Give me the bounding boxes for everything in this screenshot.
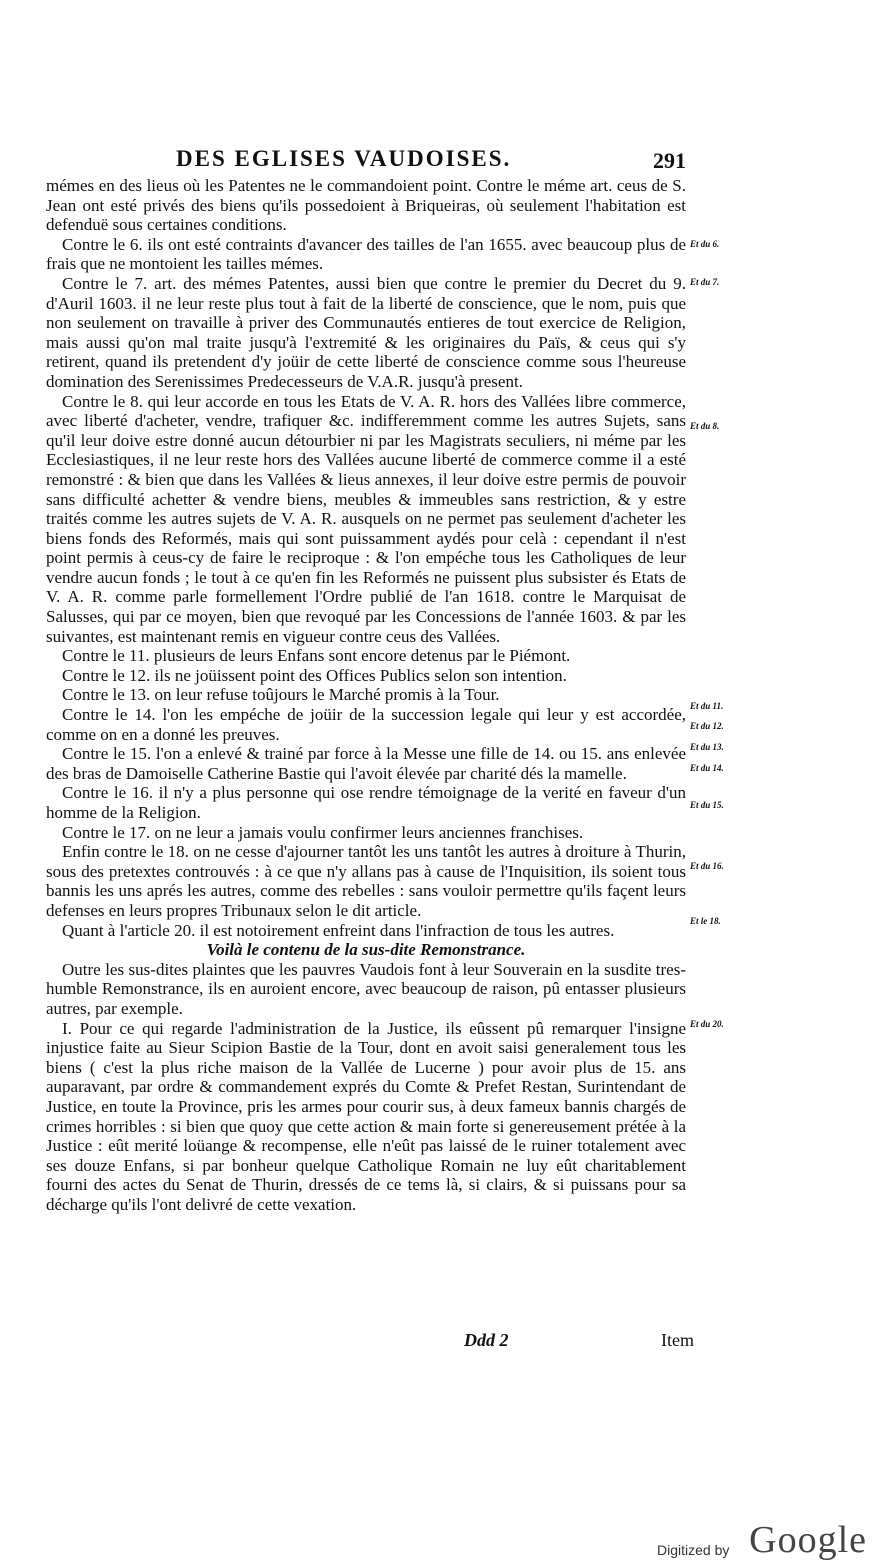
- margin-note: Et du 15.: [690, 800, 724, 810]
- running-title: DES EGLISES VAUDOISES.: [176, 146, 512, 171]
- paragraph-article-7: Contre le 7. art. des mémes Patentes, aussi bien que contre le premier du Decret du 9. d'Auril 1603. il ne leur reste plus tout à fait de la liberté de conscience, que le nom, puis que non seulement on travaille à priver des Communautés entieres de tout exercice de Religion, mais aussi qu'on mal traite jusqu'à l'extremité & les originaires du Païs, & ceus qui s'y retirent, quand ils pretendent d'y joüir de cette liberté de conscience comme sous l'heureuse domination des Serenissimes Predecesseurs de V.A.R. jusqu'à present.: [46, 273, 686, 391]
- margin-note: Et du 13.: [690, 742, 724, 752]
- paragraph-article-8: Contre le 8. qui leur accorde en tous les Etats de V. A. R. hors des Vallées libre commerce, avec liberté d'acheter, vendre, trafiquer &c. indifferemment comme les autres Sujets, sans qu'il leur doive estre donné aucun détourbier ni par les Magistrats seculiers, ni méme par les Ecclesiastiques, il ne leur reste hors des Vallées aucune liberté de commerce comme il a esté remonstré : & bien que dans les Vallées & lieus annexes, il leur doive estre permis de pouvoir sans difficulté achetter & vendre biens, meubles & immeubles sans restriction, & y estre traités comme les autres sujets de V. A. R. ausquels on ne permet pas seulement d'acheter les biens fonds des Reformés, mais qui sont puissamment aydés pour celà : cependant il n'est point permis à ceus-cy de faire le reciproque : & l'on empéche tous les Catholiques de leur vendre aucun fonds ; le tout à ce qu'en fin les Reformés ne puissent plus subsister és Etats de V. A. R. comme parle formellement l'Ordre publié de l'an 1618. contre le Marquisat de Salusses, qui par ce moyen, bien que revoqué par les Concessions de l'année 1603. & par les suivantes, est maintenant remis en vigueur contre ceus des Vallées.: [46, 391, 686, 646]
- margin-note: Et du 6.: [690, 239, 720, 249]
- page-header: [46, 146, 686, 176]
- page-number: 291: [653, 148, 686, 173]
- google-logo: Google: [749, 1519, 867, 1561]
- body-text: [46, 176, 686, 1214]
- paragraph-article-15: Contre le 15. l'on a enlevé & trainé par force à la Messe une fille de 14. ou 15. ans enlevée des bras de Damoiselle Catherine Bastie qui l'avoit élevée par charité dés la mamelle.: [46, 744, 686, 783]
- digitization-watermark: [657, 1519, 867, 1562]
- paragraph-article-14: Contre le 14. l'on les empéche de joüir de la succession legale qui leur y est accordée, comme on en a donné les preuves.: [46, 705, 686, 744]
- paragraph-outre: Outre les sus-dites plaintes que les pauvres Vaudois font à leur Souverain en la susdite tres-humble Remonstrance, ils en auroient encore, avec beaucoup de raison, pû entasser plusieurs autres, par exemple.: [46, 959, 686, 1018]
- page-footer: [46, 1330, 694, 1360]
- paragraph-article-11: Contre le 11. plusieurs de leurs Enfans sont encore detenus par le Piémont.: [62, 646, 571, 666]
- signature-mark: Ddd 2: [464, 1330, 509, 1350]
- paragraph-article-18: Enfin contre le 18. on ne cesse d'ajourner tantôt les uns tantôt les autres à droiture à Thurin, sous des pretextes controuvés : à ce que n'y allans pas à cause de l'Inquisition, ils soient tous bannis les uns aprés les autres, comme des rebelles : sans vouloir permettre qu'ils façent leurs defenses en leurs propres Tribunaux selon le dit article.: [46, 842, 686, 920]
- margin-note: Et du 20.: [690, 1019, 724, 1029]
- paragraph-article-16: Contre le 16. il n'y a plus personne qui ose rendre témoignage de la verité en faveur d'un homme de la Religion.: [46, 783, 686, 822]
- margin-note: Et du 14.: [690, 763, 724, 773]
- margin-note: Et du 8.: [690, 421, 720, 431]
- paragraph-article-13: Contre le 13. on leur refuse toûjours le Marché promis à la Tour.: [62, 685, 500, 705]
- paragraph-article-12: Contre le 12. ils ne joüissent point des Offices Publics selon son intention.: [62, 665, 567, 685]
- paragraph-article-6: Contre le 6. ils ont esté contraints d'avancer des tailles de l'an 1655. avec beaucoup plus de frais que ne montoient les tailles mémes.: [46, 234, 686, 274]
- paragraph-justice: I. Pour ce qui regarde l'administration de la Justice, ils eûssent pû remarquer l'insigne injustice faite au Sieur Scipion Bastie de la Tour, dont en avoit saisi generalement tous les biens ( c'est la plus riche maison de la Vallée de Lucerne ) pour avoir plus de 15. ans auparavant, par ordre & commandement exprés du Comte & Prefet Restan, Surintendant de Justice, en toute la Province, pris les armes pour courir sus, à deux fameux bannis chargés de crimes horribles : si bien que quoy que cette action & main forte si genereusement prétée à la Justice : eût merité loüange & recompense, elle n'eût pas laissé de le ruiner totalement avec ses douze Enfans, si par bonheur quelque Catholique Romain ne luy eût charitablement fourni des actes du Senat de Thurin, dressés de ce tems là, si clairs, & si puissans pour sa décharge qu'ils l'ont delivré de cette vexation.: [46, 1018, 686, 1214]
- paragraph-article-17: Contre le 17. on ne leur a jamais voulu confirmer leurs anciennes franchises.: [62, 822, 584, 842]
- catchword: Item: [661, 1330, 694, 1350]
- margin-note: Et le 18.: [690, 916, 721, 926]
- section-heading: Voilà le contenu de la sus-dite Remonstrance.: [206, 940, 526, 960]
- paragraph-continuation: mémes en des lieus où les Patentes ne le commandoient point. Contre le méme art. ceus de S. Jean ont esté privés des biens qu'ils possedoient à Briqueiras, où seulement l'habitation est defenduë sous certaines conditions.: [46, 176, 686, 235]
- margin-note: Et du 12.: [690, 721, 724, 731]
- margin-note: Et du 7.: [690, 277, 720, 287]
- watermark-prefix: Digitized by: [657, 1542, 730, 1558]
- margin-note: Et du 11.: [690, 701, 724, 711]
- paragraph-article-20: Quant à l'article 20. il est notoirement enfreint dans l'infraction de tous les autres.: [62, 920, 615, 940]
- margin-note: Et du 16.: [690, 861, 724, 871]
